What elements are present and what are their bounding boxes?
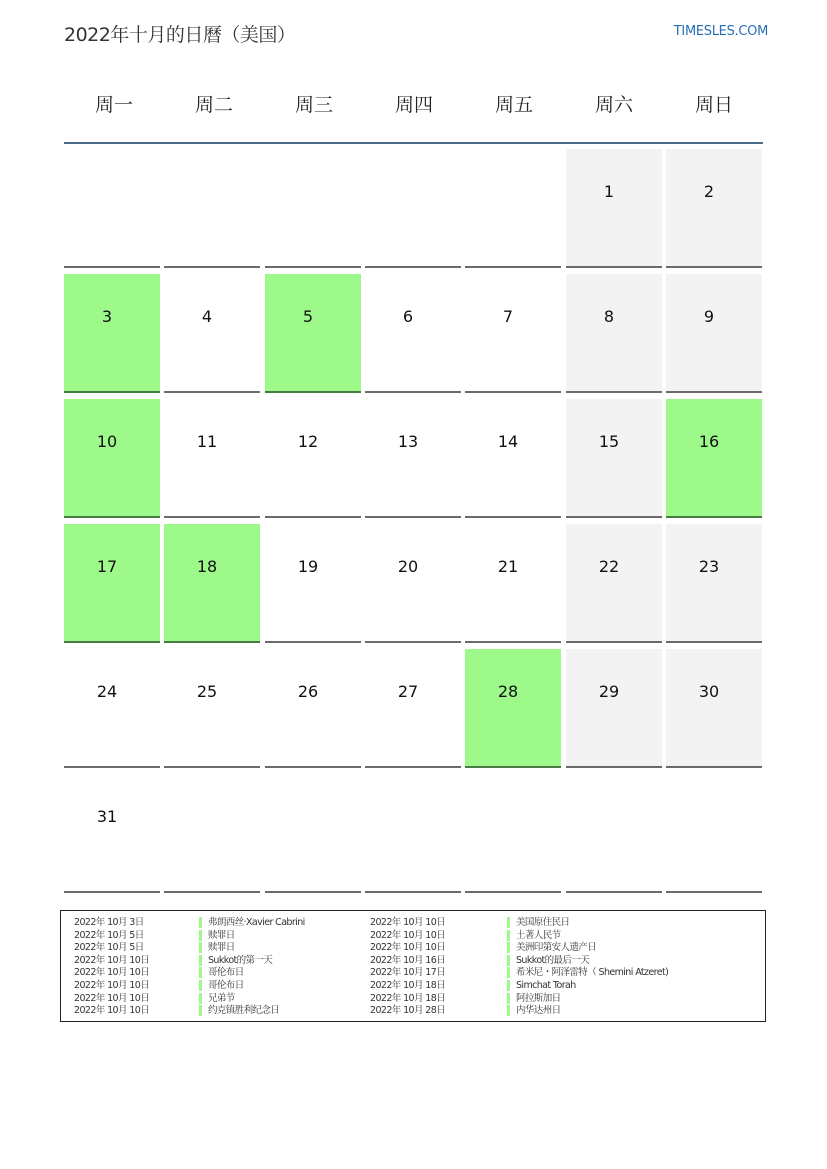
calendar-day-cell: [164, 524, 260, 643]
legend-row: [199, 955, 305, 968]
legend-left-dates: [74, 917, 149, 1018]
legend-row: [370, 917, 445, 930]
legend-row: [370, 942, 445, 955]
legend-row: [507, 980, 668, 993]
calendar-day-cell: [265, 524, 361, 643]
holiday-name: Sukkot的最后一天: [507, 955, 589, 966]
holiday-date: 2022年 10月 10日: [74, 979, 150, 991]
holiday-name: 赎罪日: [199, 942, 235, 953]
calendar-day-number: 5: [302, 307, 314, 326]
holiday-name: 阿拉斯加日: [507, 993, 561, 1004]
calendar-day-number: 19: [297, 557, 319, 576]
holiday-legend: [60, 910, 766, 1022]
weekday-sun: 周日: [694, 94, 733, 116]
calendar-day-cell: [365, 774, 461, 893]
calendar-day-number: 6: [402, 307, 414, 326]
legend-row: [199, 1005, 305, 1018]
weekday-fri: 周五: [494, 94, 533, 116]
legend-row: [370, 1005, 445, 1018]
calendar-day-cell: [666, 149, 762, 268]
weekday-mon: 周一: [94, 94, 133, 116]
calendar-day-cell: [666, 399, 762, 518]
calendar-day-cell: [164, 774, 260, 893]
calendar-day-cell: [64, 649, 160, 768]
calendar-day-number: 27: [397, 682, 419, 701]
calendar-day-cell: [365, 649, 461, 768]
legend-row: [199, 980, 305, 993]
weekday-wed: 周三: [294, 94, 333, 116]
holiday-date: 2022年 10月 10日: [74, 954, 150, 966]
holiday-name: 美国原住民日: [507, 917, 569, 928]
calendar-day-cell: [465, 774, 561, 893]
calendar-day-number: 10: [96, 432, 118, 451]
legend-row: [74, 942, 149, 955]
holiday-name: 土著人民节: [507, 930, 561, 941]
legend-row: [74, 955, 149, 968]
legend-row: [74, 917, 149, 930]
calendar-day-cell: [164, 149, 260, 268]
calendar-day-number: 28: [497, 682, 519, 701]
holiday-name: 哥伦布日: [199, 967, 244, 978]
calendar-day-number: 24: [96, 682, 118, 701]
calendar-day-cell: [666, 649, 762, 768]
legend-row: [74, 967, 149, 980]
site-name: TIMESLES.COM: [673, 24, 768, 39]
holiday-date: 2022年 10月 10日: [370, 929, 446, 941]
legend-row: [199, 967, 305, 980]
legend-row: [507, 942, 668, 955]
holiday-date: 2022年 10月 18日: [370, 992, 446, 1004]
holiday-name: 约克镇胜利纪念日: [199, 1005, 279, 1016]
holiday-name: 美洲印第安人遗产日: [507, 942, 596, 953]
legend-row: [370, 980, 445, 993]
calendar-day-cell: [265, 774, 361, 893]
calendar-day-number: 9: [703, 307, 715, 326]
calendar-day-cell: [666, 774, 762, 893]
holiday-date: 2022年 10月 17日: [370, 967, 446, 979]
calendar-day-cell: [666, 274, 762, 393]
legend-row: [370, 930, 445, 943]
calendar-day-cell: [64, 274, 160, 393]
legend-row: [199, 917, 305, 930]
legend-row: [370, 967, 445, 980]
legend-right-dates: [370, 917, 445, 1018]
calendar-day-cell: [666, 524, 762, 643]
calendar-day-number: 2: [703, 182, 715, 201]
calendar-day-cell: [465, 524, 561, 643]
holiday-date: 2022年 10月 10日: [74, 992, 150, 1004]
calendar-day-number: 3: [101, 307, 113, 326]
calendar-day-cell: [64, 774, 160, 893]
calendar-day-cell: [64, 524, 160, 643]
legend-row: [507, 993, 668, 1006]
holiday-date: 2022年 10月 10日: [370, 917, 446, 928]
legend-row: [370, 993, 445, 1006]
calendar-day-number: 4: [201, 307, 213, 326]
calendar-day-number: 26: [297, 682, 319, 701]
legend-right-names: [507, 917, 668, 1018]
calendar-day-cell: [164, 274, 260, 393]
legend-row: [74, 980, 149, 993]
calendar-day-number: 21: [497, 557, 519, 576]
calendar-day-number: 25: [196, 682, 218, 701]
calendar-day-cell: [64, 149, 160, 268]
calendar-day-number: 11: [196, 432, 218, 451]
calendar-day-cell: [465, 274, 561, 393]
holiday-date: 2022年 10月 10日: [74, 1005, 150, 1017]
calendar-day-cell: [566, 399, 662, 518]
calendar-day-cell: [566, 149, 662, 268]
calendar-day-number: 30: [698, 682, 720, 701]
holiday-date: 2022年 10月 16日: [370, 954, 446, 966]
legend-row: [199, 993, 305, 1006]
holiday-name: 弗朗西丝·Xavier Cabrini: [199, 917, 305, 928]
legend-row: [507, 967, 668, 980]
calendar-day-cell: [164, 649, 260, 768]
calendar-day-cell: [265, 399, 361, 518]
calendar-day-cell: [265, 649, 361, 768]
legend-row: [199, 942, 305, 955]
weekday-header: [64, 82, 764, 128]
calendar-day-number: 20: [397, 557, 419, 576]
calendar-day-number: 18: [196, 557, 218, 576]
holiday-name: 内华达州日: [507, 1005, 561, 1016]
holiday-name: 希米尼・阿泽雷特（ Shemini Atzeret): [507, 967, 668, 978]
calendar-day-cell: [365, 399, 461, 518]
legend-row: [74, 1005, 149, 1018]
calendar-day-cell: [265, 149, 361, 268]
calendar-day-number: 16: [698, 432, 720, 451]
calendar-day-number: 17: [96, 557, 118, 576]
legend-row: [370, 955, 445, 968]
calendar-day-cell: [566, 274, 662, 393]
calendar-day-cell: [465, 399, 561, 518]
calendar-day-cell: [164, 399, 260, 518]
calendar-day-number: 29: [598, 682, 620, 701]
weekday-thu: 周四: [394, 94, 433, 116]
page-title: 2022年十月的日曆（美国）: [64, 24, 296, 46]
calendar-day-number: 14: [497, 432, 519, 451]
calendar-day-number: 15: [598, 432, 620, 451]
calendar-day-number: 22: [598, 557, 620, 576]
calendar-day-number: 7: [502, 307, 514, 326]
legend-row: [74, 930, 149, 943]
calendar-day-number: 13: [397, 432, 419, 451]
legend-row: [507, 955, 668, 968]
holiday-name: 兄弟节: [199, 993, 235, 1004]
legend-left-names: [199, 917, 305, 1018]
legend-row: [507, 917, 668, 930]
legend-row: [199, 930, 305, 943]
legend-row: [507, 1005, 668, 1018]
holiday-date: 2022年 10月 28日: [370, 1005, 446, 1017]
calendar-day-cell: [465, 649, 561, 768]
legend-row: [507, 930, 668, 943]
holiday-name: Simchat Torah: [507, 980, 576, 991]
holiday-name: 哥伦布日: [199, 980, 244, 991]
header-divider: [64, 142, 763, 144]
calendar-day-cell: [365, 274, 461, 393]
weekday-sat: 周六: [594, 94, 633, 116]
calendar-day-cell: [64, 399, 160, 518]
holiday-name: 赎罪日: [199, 930, 235, 941]
calendar-day-number: 23: [698, 557, 720, 576]
holiday-date: 2022年 10月 10日: [370, 942, 446, 954]
holiday-date: 2022年 10月 10日: [74, 967, 150, 979]
holiday-date: 2022年 10月 18日: [370, 979, 446, 991]
legend-row: [74, 993, 149, 1006]
weekday-tue: 周二: [194, 94, 233, 116]
calendar-day-number: 8: [603, 307, 615, 326]
holiday-date: 2022年 10月 5日: [74, 929, 144, 941]
holiday-date: 2022年 10月 3日: [74, 917, 144, 928]
calendar-day-cell: [265, 274, 361, 393]
holiday-date: 2022年 10月 5日: [74, 942, 144, 954]
holiday-name: Sukkot的第一天: [199, 955, 272, 966]
calendar-day-cell: [566, 774, 662, 893]
calendar-day-number: 12: [297, 432, 319, 451]
calendar-day-cell: [365, 149, 461, 268]
calendar-day-cell: [566, 524, 662, 643]
calendar-day-cell: [566, 649, 662, 768]
calendar-day-cell: [365, 524, 461, 643]
calendar-day-number: 1: [603, 182, 615, 201]
calendar-day-number: 31: [96, 807, 118, 826]
calendar-day-cell: [465, 149, 561, 268]
